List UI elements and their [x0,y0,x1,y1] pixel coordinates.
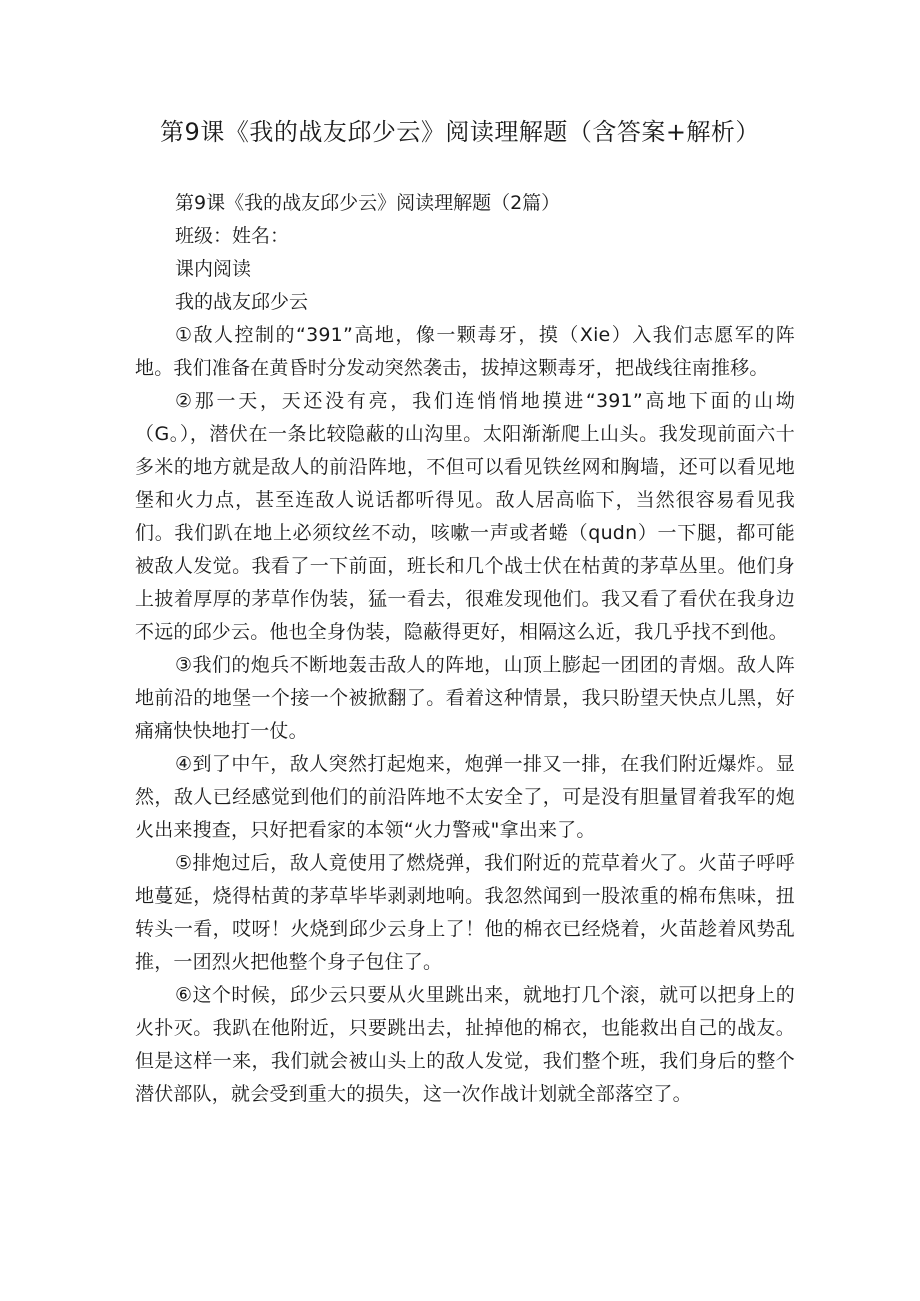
paragraph-3: ③我们的炮兵不断地轰击敌人的阵地，山顶上膨起一团团的青烟。敌人阵地前沿的地堡一个接一个被掀翻了。看着这种情景，我只盼望天快点儿黑，好痛痛快快地打一仗。 [135,654,795,742]
document-title: 第9课《我的战友邱少云》阅读理解题（含答案+解析） [160,118,760,146]
class-name-line: 班级：姓名： [175,225,290,247]
paragraph-6: ⑥这个时候，邱少云只要从火里跳出来，就地打几个滚，就可以把身上的火扑灭。我趴在他附近，只要跳出去，扯掉他的棉衣，也能救出自己的战友。但是这样一来，我们就会被山头上的敌人发觉，我们整个班，我们身后的整个潜伏部队，就会受到重大的损失，这一次作战计划就全部落空了。 [135,984,795,1105]
document-body [135,187,795,1111]
section-label: 课内阅读 [175,258,252,280]
paragraph-4: ④到了中午，敌人突然打起炮来，炮弹一排又一排，在我们附近爆炸。显然，敌人已经感觉到他们的前沿阵地不太安全了，可是没有胆量冒着我军的炮火出来搜查，只好把看家的本领“火力警戒"拿出来了。 [135,753,795,841]
paragraph-2: ②那一天，天还没有亮，我们连悄悄地摸进“391”高地下面的山坳（G。），潜伏在一条比较隐蔽的山沟里。太阳渐渐爬上山头。我发现前面六十多米的地方就是敌人的前沿阵地，不但可以看见铁丝网和胸墙，还可以看见地堡和火力点，甚至连敌人说话都听得见。敌人居高临下，当然很容易看见我们。我们趴在地上必须纹丝不动，咳嗽一声或者蜷（qudn）一下腿，都可能被敌人发觉。我看了一下前面，班长和几个战士伏在枯黄的茅草丛里。他们身上披着厚厚的茅草作伪装，猛一看去，很难发现他们。我又看了看伏在我身边不远的邱少云。他也全身伪装，隐蔽得更好，相隔这么近，我几乎找不到他。 [135,390,795,643]
paragraph-1: ①敌人控制的“391”高地，像一颗毒牙，摸（Xie）入我们志愿军的阵地。我们准备在黄昏时分发动突然袭击，拔掉这颗毒牙，把战线往南推移。 [135,324,795,379]
paragraph-5: ⑤排炮过后，敌人竟使用了燃烧弹，我们附近的荒草着火了。火苗子呼呼地蔓延，烧得枯黄的茅草毕毕剥剥地响。我忽然闻到一股浓重的棉布焦味，扭转头一看，哎呀！火烧到邱少云身上了！他的棉衣已经烧着，火苗趁着风势乱推，一团烈火把他整个身子包住了。 [135,852,795,973]
document-subtitle: 第9课《我的战友邱少云》阅读理解题（2篇） [175,192,561,214]
passage-title: 我的战友邱少云 [175,291,309,313]
